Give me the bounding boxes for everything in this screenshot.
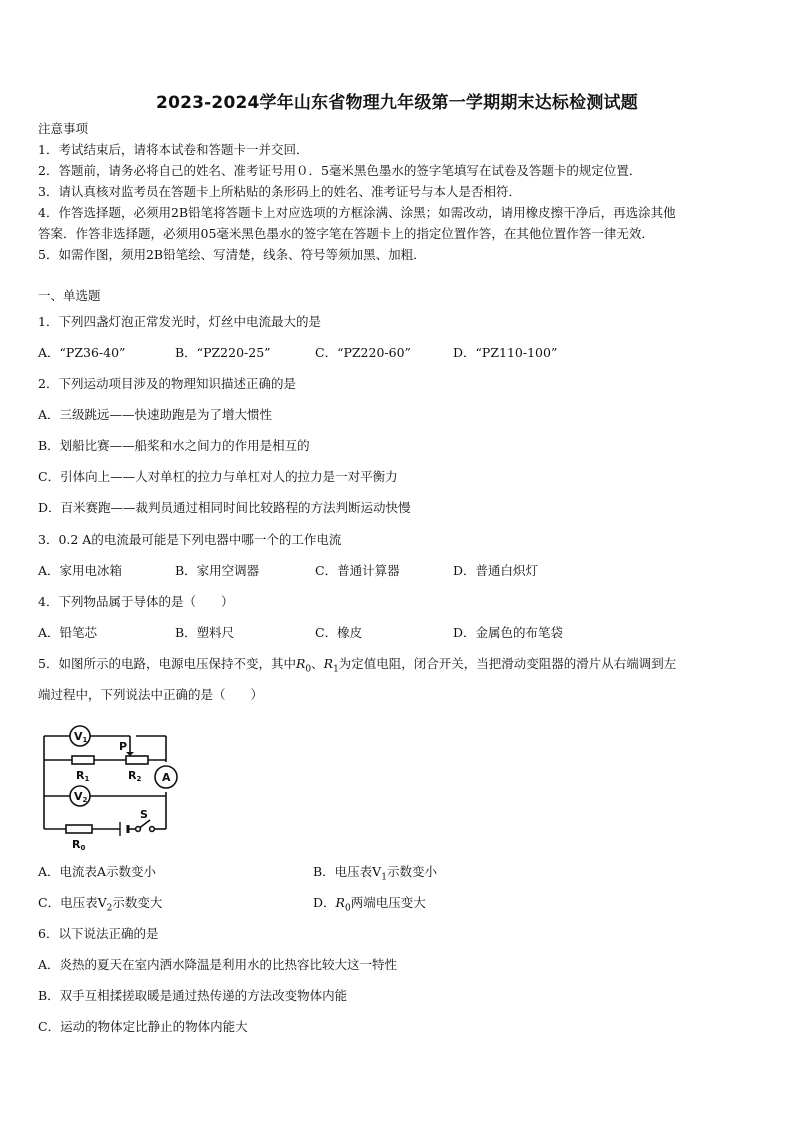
option-c: C．电压表$V_2$示数变大	[38, 895, 163, 914]
symbol-r: R	[295, 656, 306, 671]
option-a: A．家用电冰箱	[38, 563, 123, 578]
question-1-stem: 1．下列四盏灯泡正常发光时，灯丝中电流最大的是	[38, 314, 321, 329]
option-c: C．引体向上——人对单杠的拉力与单杠对人的拉力是一对平衡力	[38, 469, 398, 484]
option-a: A．“PZ36-40”	[38, 345, 126, 360]
symbol-r: R	[323, 656, 334, 671]
option-d: D．百米赛跑——裁判员通过相同时间比较路程的方法判断运动快慢	[38, 500, 411, 515]
stem-text: 为定值电阻，闭合开关，当把滑动变阻器的滑片从右端调到左	[338, 656, 677, 671]
section-heading: 一、单选题	[38, 288, 101, 303]
question-5-options-row1	[38, 864, 437, 886]
option-c: C．橡皮	[315, 625, 363, 640]
option-a: A．炎热的夏天在室内洒水降温是利用水的比热容比较大这一特性	[38, 957, 398, 972]
option-a: A．铅笔芯	[38, 625, 98, 640]
option-b: B．塑料尺	[175, 625, 235, 640]
question-5-options-row2	[38, 895, 426, 917]
notice-item: 答案．作答非选择题，必须用05毫米黑色墨水的签字笔在答题卡上的指定位置作答，在其他位置作答一律无效．	[38, 226, 654, 241]
question-5-stem-line2: 端过程中，下列说法中正确的是（ ）	[38, 687, 264, 702]
option-c: C．“PZ220-60”	[315, 345, 411, 360]
option-b: B．双手互相揉搓取暖是通过热传递的方法改变物体内能	[38, 988, 348, 1003]
question-4-stem: 4．下列物品属于导体的是（ ）	[38, 594, 234, 609]
option-b: B．电压表$V_1$示数变小	[313, 864, 437, 883]
option-d: D．$R_0$两端电压变大	[313, 895, 426, 914]
resistor-1-label: R1	[76, 769, 90, 783]
question-2-stem: 2．下列运动项目涉及的物理知识描述正确的是	[38, 376, 296, 391]
option-a: A．电流表A示数变小	[38, 864, 157, 879]
page-title: 2023-2024学年山东省物理九年级第一学期期末达标检测试题	[156, 93, 638, 113]
option-b: B．划船比赛——船桨和水之间力的作用是相互的	[38, 438, 310, 453]
circuit-diagram	[38, 722, 188, 852]
option-c: C．普通计算器	[315, 563, 400, 578]
question-1-options	[38, 345, 557, 361]
subscript: 0	[305, 664, 312, 675]
notice-item: 1．考试结束后，请将本试卷和答题卡一并交回．	[38, 142, 309, 157]
question-4-options	[38, 625, 563, 641]
option-d: D．普通白炽灯	[453, 563, 539, 578]
resistor-0-label: R0	[72, 838, 86, 852]
option-d: D．金属色的布笔袋	[453, 625, 564, 640]
notice-item: 2．答题前，请务必将自己的姓名、准考证号用０．5毫米黑色墨水的签字笔填写在试卷及答题卡的规定位置．	[38, 163, 642, 178]
option-a: A．三级跳远——快速助跑是为了增大惯性	[38, 407, 273, 422]
stem-text: 5．如图所示的电路，电源电压保持不变，其中	[38, 656, 296, 671]
question-6-stem: 6．以下说法正确的是	[38, 926, 159, 941]
option-b: B．“PZ220-25”	[175, 345, 271, 360]
question-3-options	[38, 563, 538, 579]
notice-heading: 注意事项	[38, 121, 89, 136]
voltmeter-2-label: V2	[74, 790, 88, 804]
question-3-stem: 3．0.2 A的电流最可能是下列电器中哪一个的工作电流	[38, 532, 342, 547]
ammeter-label: A	[162, 771, 171, 784]
notice-item: 5．如需作图，须用2B铅笔绘、写清楚，线条、符号等须加黑、加粗．	[38, 247, 426, 262]
notice-item: 3．请认真核对监考员在答题卡上所粘贴的条形码上的姓名、准考证号与本人是否相符．	[38, 184, 521, 199]
resistor-2-label: R2	[128, 769, 142, 783]
slider-label: P	[119, 740, 128, 753]
subscript: 1	[333, 664, 339, 675]
switch-label: S	[140, 808, 148, 821]
option-d: D．“PZ110-100”	[453, 345, 558, 360]
option-b: B．家用空调器	[175, 563, 260, 578]
voltmeter-1-label: V1	[74, 730, 88, 744]
question-5-stem-line1	[38, 656, 676, 678]
separator: 、	[311, 656, 324, 671]
notice-item: 4．作答选择题，必须用2B铅笔将答题卡上对应选项的方框涂满、涂黑；如需改动，请用橡皮擦干净后，再选涂其他	[38, 205, 676, 220]
option-c: C．运动的物体定比静止的物体内能大	[38, 1019, 248, 1034]
